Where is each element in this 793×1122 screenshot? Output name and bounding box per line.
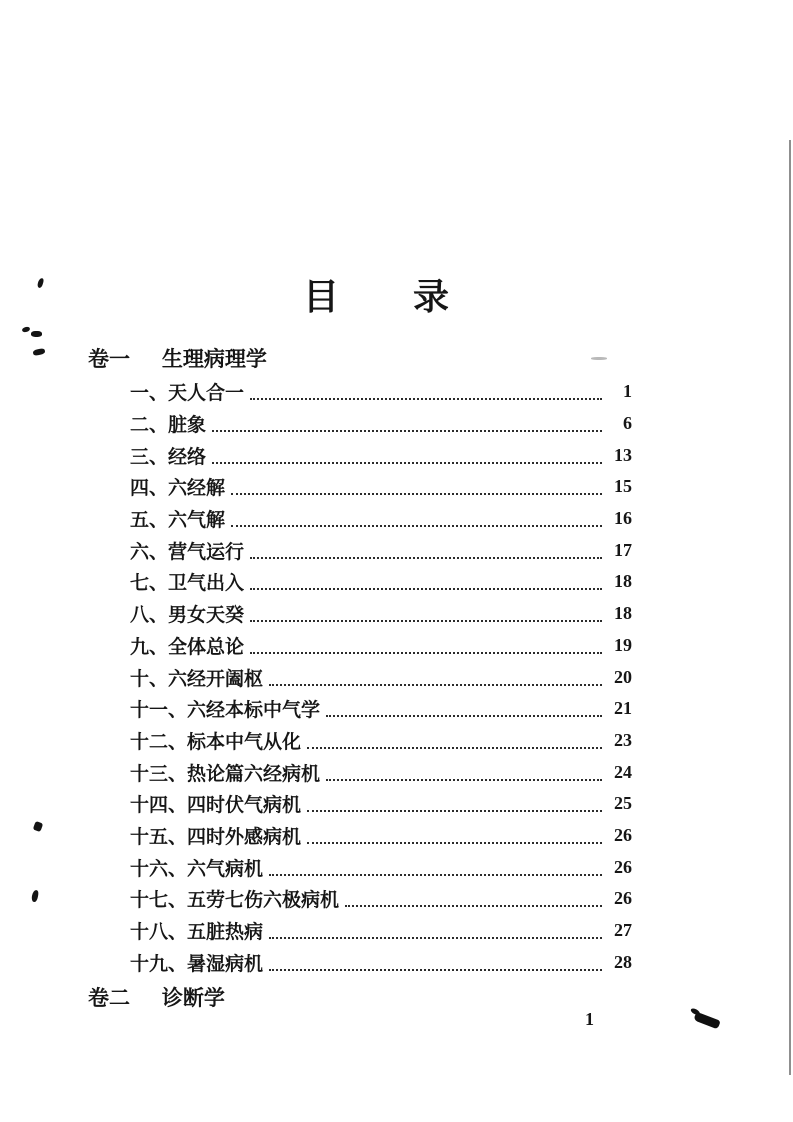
- toc-entry-row: [130, 851, 632, 883]
- dot-leader: [250, 542, 602, 559]
- toc-entry-row: [130, 598, 632, 630]
- dot-leader: [269, 669, 602, 686]
- toc-entry-label: 一、天人合一: [130, 383, 245, 405]
- toc-entry-row: [130, 534, 632, 566]
- toc-entry-row: [130, 788, 632, 820]
- toc-entry-label: 五、六气解: [130, 510, 226, 532]
- volume-1-title: 生理病理学: [161, 348, 267, 371]
- toc-entry-page: 19: [614, 634, 632, 655]
- dot-leader: [326, 764, 602, 781]
- ink-speck: [33, 348, 46, 356]
- ink-speck: [33, 821, 44, 832]
- toc-entry-row: [130, 503, 632, 535]
- toc-entry-page: 23: [614, 729, 632, 750]
- toc-entry-row: [130, 661, 632, 693]
- toc-entry-row: [130, 630, 632, 662]
- folio-page-number: 1: [585, 1009, 594, 1029]
- toc-entry-label: 十七、五劳七伤六极病机: [130, 890, 340, 912]
- dot-leader: [250, 637, 602, 654]
- toc-entry-label: 十八、五脏热病: [130, 922, 264, 944]
- toc-entry-page: 28: [614, 951, 632, 972]
- toc-entry-page: 18: [614, 571, 632, 592]
- dot-leader: [307, 795, 602, 812]
- dot-leader: [269, 954, 602, 971]
- toc-entry-row: [130, 820, 632, 852]
- ink-smudge: [693, 1012, 720, 1030]
- dot-leader: [212, 415, 602, 432]
- toc-entry-page: 26: [614, 888, 632, 909]
- dot-leader: [250, 573, 602, 590]
- dot-leader: [231, 510, 602, 527]
- toc-entry-label: 十一、六经本标中气学: [130, 700, 321, 722]
- toc-entry-label: 十四、四时伏气病机: [130, 795, 302, 817]
- toc-entry-page: 16: [614, 508, 632, 529]
- dot-leader: [307, 827, 602, 844]
- toc-entry-label: 十五、四时外感病机: [130, 826, 302, 848]
- toc-entry-page: 26: [614, 856, 632, 877]
- toc-entry-row: [130, 693, 632, 725]
- toc-entry-page: 13: [614, 444, 632, 465]
- dot-leader: [212, 447, 602, 464]
- volume-2-label: 卷二: [88, 987, 130, 1010]
- toc-entry-row: [130, 439, 632, 471]
- toc-entry-page: 6: [623, 413, 632, 434]
- scan-edge-line: [789, 140, 791, 1075]
- ink-speck: [37, 278, 45, 289]
- toc-entry-label: 十九、暑湿病机: [130, 953, 264, 975]
- volume-2-title: 诊断学: [161, 987, 225, 1010]
- dot-leader: [250, 605, 602, 622]
- toc-entry-page: 24: [614, 761, 632, 782]
- toc-entry-label: 九、全体总论: [130, 636, 245, 658]
- toc-entry-label: 十三、热论篇六经病机: [130, 763, 321, 785]
- toc-entry-label: 三、经络: [130, 446, 207, 468]
- toc-entry-page: 25: [614, 793, 632, 814]
- ink-speck: [31, 331, 42, 337]
- toc-entry-label: 十六、六气病机: [130, 858, 264, 880]
- dot-leader: [250, 383, 602, 400]
- ink-speck: [591, 357, 607, 360]
- dot-leader: [307, 732, 602, 749]
- toc-entry-row: [130, 408, 632, 440]
- toc-entry-page: 15: [614, 476, 632, 497]
- toc-entry-label: 七、卫气出入: [130, 573, 245, 595]
- toc-entry-label: 二、脏象: [130, 415, 207, 437]
- section-header-volume-2: [88, 982, 225, 1012]
- toc-entry-row: [130, 471, 632, 503]
- ink-speck: [31, 890, 39, 903]
- toc-entry-row: [130, 725, 632, 757]
- toc-entry-row: [130, 566, 632, 598]
- toc-entry-list: [130, 376, 632, 978]
- title-char-2: 录: [413, 276, 450, 317]
- toc-entry-page: 17: [614, 539, 632, 560]
- toc-entry-page: 20: [614, 666, 632, 687]
- dot-leader: [326, 700, 602, 717]
- toc-entry-row: [130, 946, 632, 978]
- dot-leader: [269, 922, 602, 939]
- toc-entry-page: 1: [623, 381, 632, 402]
- toc-entry-label: 六、营气运行: [130, 541, 245, 563]
- ink-speck: [21, 326, 30, 333]
- toc-entry-page: 21: [614, 698, 632, 719]
- section-header-volume-1: [88, 343, 267, 373]
- toc-entry-label: 八、男女天癸: [130, 605, 245, 627]
- toc-entry-label: 四、六经解: [130, 478, 226, 500]
- toc-entry-row: [130, 376, 632, 408]
- dot-leader: [231, 478, 602, 495]
- dot-leader: [269, 859, 602, 876]
- toc-entry-page: 26: [614, 824, 632, 845]
- toc-entry-label: 十、六经开阖枢: [130, 668, 264, 690]
- toc-entry-row: [130, 756, 632, 788]
- volume-1-label: 卷一: [88, 348, 130, 371]
- title-char-1: 目: [303, 276, 340, 317]
- toc-entry-page: 18: [614, 603, 632, 624]
- toc-entry-row: [130, 883, 632, 915]
- dot-leader: [345, 890, 602, 907]
- toc-entry-page: 27: [614, 920, 632, 941]
- toc-entry-label: 十二、标本中气从化: [130, 731, 302, 753]
- toc-entry-row: [130, 915, 632, 947]
- page-title: [303, 277, 449, 317]
